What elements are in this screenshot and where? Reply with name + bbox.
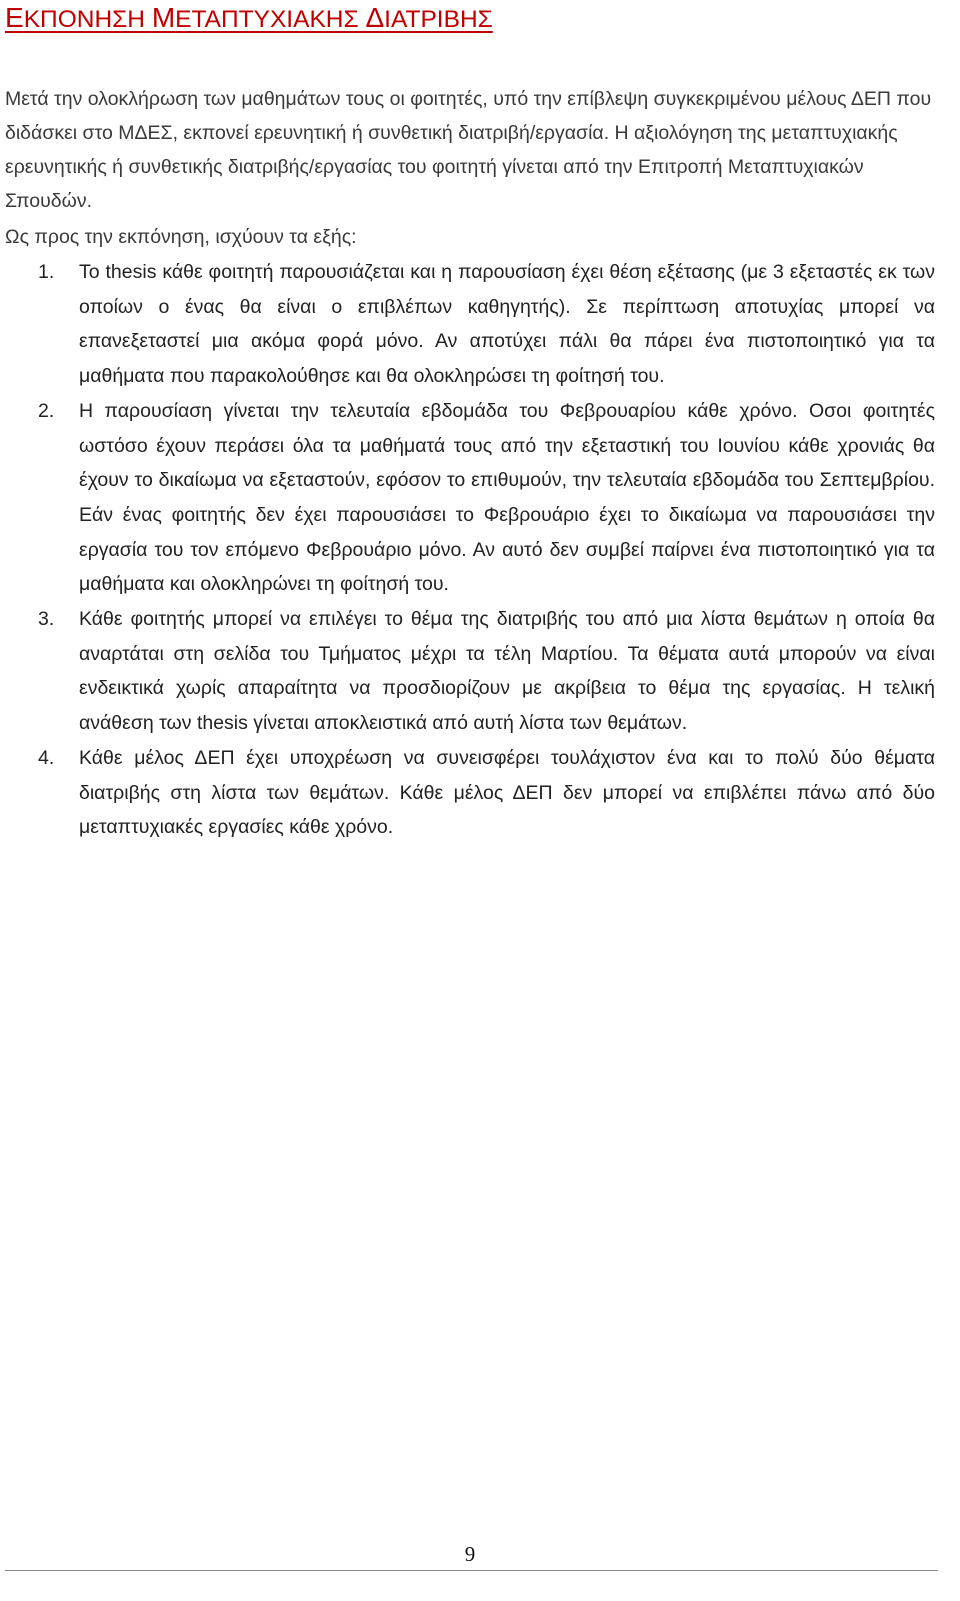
list-item [0, 255, 935, 394]
title-part-2: ΕΤΑΠΤΥΧΙΑΚΗΣ [175, 6, 366, 33]
title-part-1: ΚΠΟΝΗΣΗ [23, 6, 152, 33]
page-title [5, 0, 493, 38]
list-item-text: Η παρουσίαση γίνεται την τελευταία εβδομάδα του Φεβρουαρίου κάθε χρόνο. Οσοι φοιτητές ωστόσο έχουν περάσει όλα τα μαθήματά τους από την εξεταστική του Ιουνίου κάθε χρονιάς θα έχουν το δικαίωμα να εξεταστούν, εφόσον το επιθυμούν, την τελευταία εβδομάδα του Σεπτεμβρίου. Εάν ένας φοιτητής δεν έχει παρουσιάσει το Φεβρουάριο έχει το δικαίωμα να παρουσιάσει την εργασία του τον επόμενο Φεβρουάριο μόνο. Αν αυτό δεν συμβεί παίρνει ένα πιστοποιητικό για τα μαθήματα και ολοκληρώνει τη φοίτησή του. [79, 399, 935, 596]
list-item [0, 602, 935, 741]
title-part-3: ΙΑΤΡΙΒΗΣ [384, 6, 493, 33]
title-initial-2: Μ [151, 2, 176, 33]
page-number: 9 [464, 1542, 476, 1566]
title-initial-1: Ε [5, 2, 24, 33]
intro-paragraph: Μετά την ολοκλήρωση των μαθημάτων τους οι φοιτητές, υπό την επίβλεψη συγκεκριμένου μέλους ΔΕΠ που διδάσκει στο ΜΔΕΣ, εκπονεί ερευνητική ή συνθετική διατριβή/εργασία. Η αξιολόγηση της μεταπτυχιακής ερευνητικής ή συνθετικής διατριβής/εργασίας του φοιτητή γίνεται από την Επιτροπή Μεταπτυχιακών Σπουδών. [5, 88, 932, 212]
list-item-text: Κάθε φοιτητής μπορεί να επιλέγει το θέμα της διατριβής του από μια λίστα θεμάτων η οποία θα αναρτάται στη σελίδα του Τμήματος μέχρι τα τέλη Μαρτίου. Τα θέματα αυτά μπορούν να είναι ενδεικτικά χωρίς απαραίτητα να προσδιορίζουν με ακρίβεια το θέμα της εργασίας. Η τελική ανάθεση των thesis γίνεται αποκλειστικά από αυτή λίστα των θεμάτων. [79, 608, 935, 735]
list-item-text: Κάθε μέλος ΔΕΠ έχει υποχρέωση να συνεισφέρει τουλάχιστον ένα και το πολύ δύο θέματα διατριβής στη λίστα των θεμάτων. Κάθε μέλος ΔΕΠ δεν μπορεί να επιβλέπει πάνω από δύο μεταπτυχιακές εργασίες κάθε χρόνο. [79, 746, 935, 839]
footer-divider [5, 1570, 938, 1571]
list-item-number: 1. [38, 261, 55, 283]
title-initial-3: Δ [365, 2, 385, 33]
list-item-number: 2. [38, 399, 55, 422]
list-lead-text: Ως προς την εκπόνηση, ισχύουν τα εξής: [5, 226, 357, 248]
list-item-number: 3. [38, 608, 55, 631]
list-item-text: Το thesis κάθε φοιτητή παρουσιάζεται και η παρουσίαση έχει θέση εξέτασης (με 3 εξεταστές εκ των οποίων ο ένας θα είναι ο επιβλέπων καθηγητής). Σε περίπτωση αποτυχίας μπορεί να επανεξεταστεί μια ακόμα φορά μόνο. Αν αποτύχει πάλι θα πάρει ένα πιστοποιητικό για τα μαθήματα που παρακολούθησε και θα ολοκληρώσει τη φοίτησή του. [79, 261, 935, 388]
list-item [0, 741, 935, 845]
rules-list [0, 255, 960, 845]
list-item-number: 4. [38, 746, 55, 769]
list-item [0, 394, 935, 602]
